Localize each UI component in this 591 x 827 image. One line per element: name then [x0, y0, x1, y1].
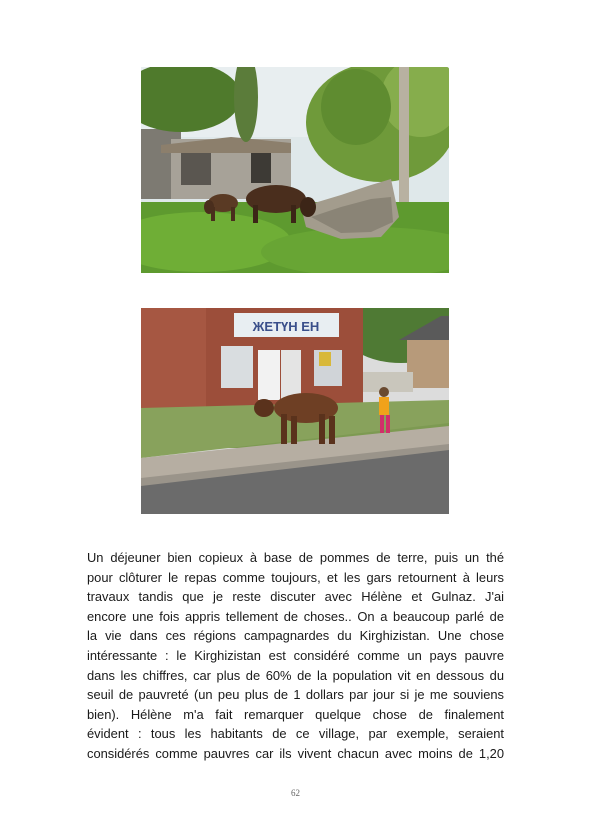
- body-line: bien). Hélène m'a fait remarquer quelque chose de finalement: [87, 706, 504, 722]
- shop-cow-child-image: [141, 308, 449, 514]
- body-line: seuil de pauvreté (un peu plus de 1 dollars par jour si je me souviens: [87, 687, 504, 703]
- village-cows-photo: [141, 67, 449, 273]
- shop-cow-child-photo: [141, 308, 449, 514]
- body-line: dans les chiffres, car plus de 60% de la population vit en dessous du: [87, 667, 504, 683]
- body-line: encore une fois appris tellement de choses.. On a beaucoup parlé de: [87, 608, 504, 624]
- village-cows-image: [141, 67, 449, 273]
- page-number: 62: [291, 788, 300, 798]
- body-line: pour clôturer le repas comme toujours, et les gars retournent à leurs: [87, 569, 504, 585]
- body-line: travaux tandis que je reste discuter avec Hélène et Gulnaz. J'ai: [87, 589, 504, 605]
- shop-sign-text: ЖЕТҮН ЕН: [252, 319, 320, 334]
- body-paragraph: [87, 548, 504, 764]
- body-line: la vie dans ces régions campagnardes du Kirghizistan. Une chose: [87, 628, 504, 644]
- body-line: Un déjeuner bien copieux à base de pommes de terre, puis un thé: [87, 550, 504, 565]
- body-line: intéressante : le Kirghizistan est considéré comme un pays pauvre: [87, 647, 504, 663]
- body-line: considérés comme pauvres car ils vivent chacun avec moins de 1,20: [87, 745, 504, 761]
- body-line: évident : tous les habitants de ce village, par exemple, seraient: [87, 726, 504, 742]
